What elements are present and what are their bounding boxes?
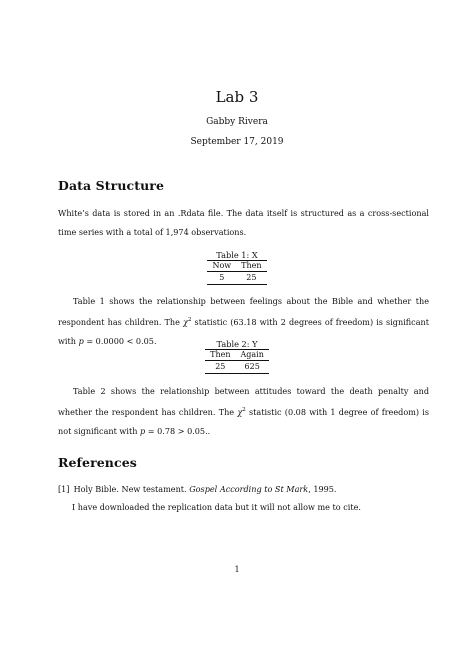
table-1-header: Then (236, 261, 266, 272)
table-2-cell: 25 (205, 361, 235, 374)
reference-note: I have downloaded the replication data but it will not allow me to cite. (72, 502, 361, 512)
table-1-discussion-paragraph: Table 1 shows the relationship between feelings about the Bible and whether the respondent has children. The $\chi^2$ statistic (63.18 with 2 degrees of freedom) is significant with p = 0.0000 < 0.05. (58, 296, 430, 346)
table-2-cell: 625 (235, 361, 268, 374)
table-1-header: Now (207, 261, 236, 272)
table-2-grid (205, 349, 269, 374)
page-number: 1 (234, 565, 240, 574)
table-1-grid (207, 260, 266, 285)
table-1-caption: Table 1: X (216, 250, 258, 260)
table-2-caption: Table 2: Y (216, 339, 258, 349)
table-2-header: Then (205, 350, 235, 361)
section-heading-references: References (58, 455, 137, 470)
table-2 (0, 339, 474, 374)
document-title: Lab 3 (215, 88, 259, 106)
document-date: September 17, 2019 (190, 137, 284, 147)
table-2-header: Again (235, 350, 268, 361)
reference-number: [1] (58, 484, 70, 494)
table-1 (0, 250, 474, 285)
data-structure-paragraph: White’s data is stored in an .Rdata file. The data itself is structured as a cross-sectional time series with a total of 1,974 observations. (58, 208, 429, 237)
table-1-cell: 5 (207, 272, 236, 285)
author-name: Gabby Rivera (206, 117, 268, 127)
reference-item: [1] Holy Bible. New testament. Gospel According to St Mark, 1995. (58, 480, 438, 499)
table-1-cell: 25 (236, 272, 266, 285)
section-heading-data-structure: Data Structure (58, 178, 165, 193)
table-2-discussion-paragraph: Table 2 shows the relationship between attitudes toward the death penalty and whether the respondent has children. The $\chi^2$ statistic (0.08 with 1 degree of freedom) is not significant with p = 0.78 > 0.05.. (58, 386, 429, 436)
